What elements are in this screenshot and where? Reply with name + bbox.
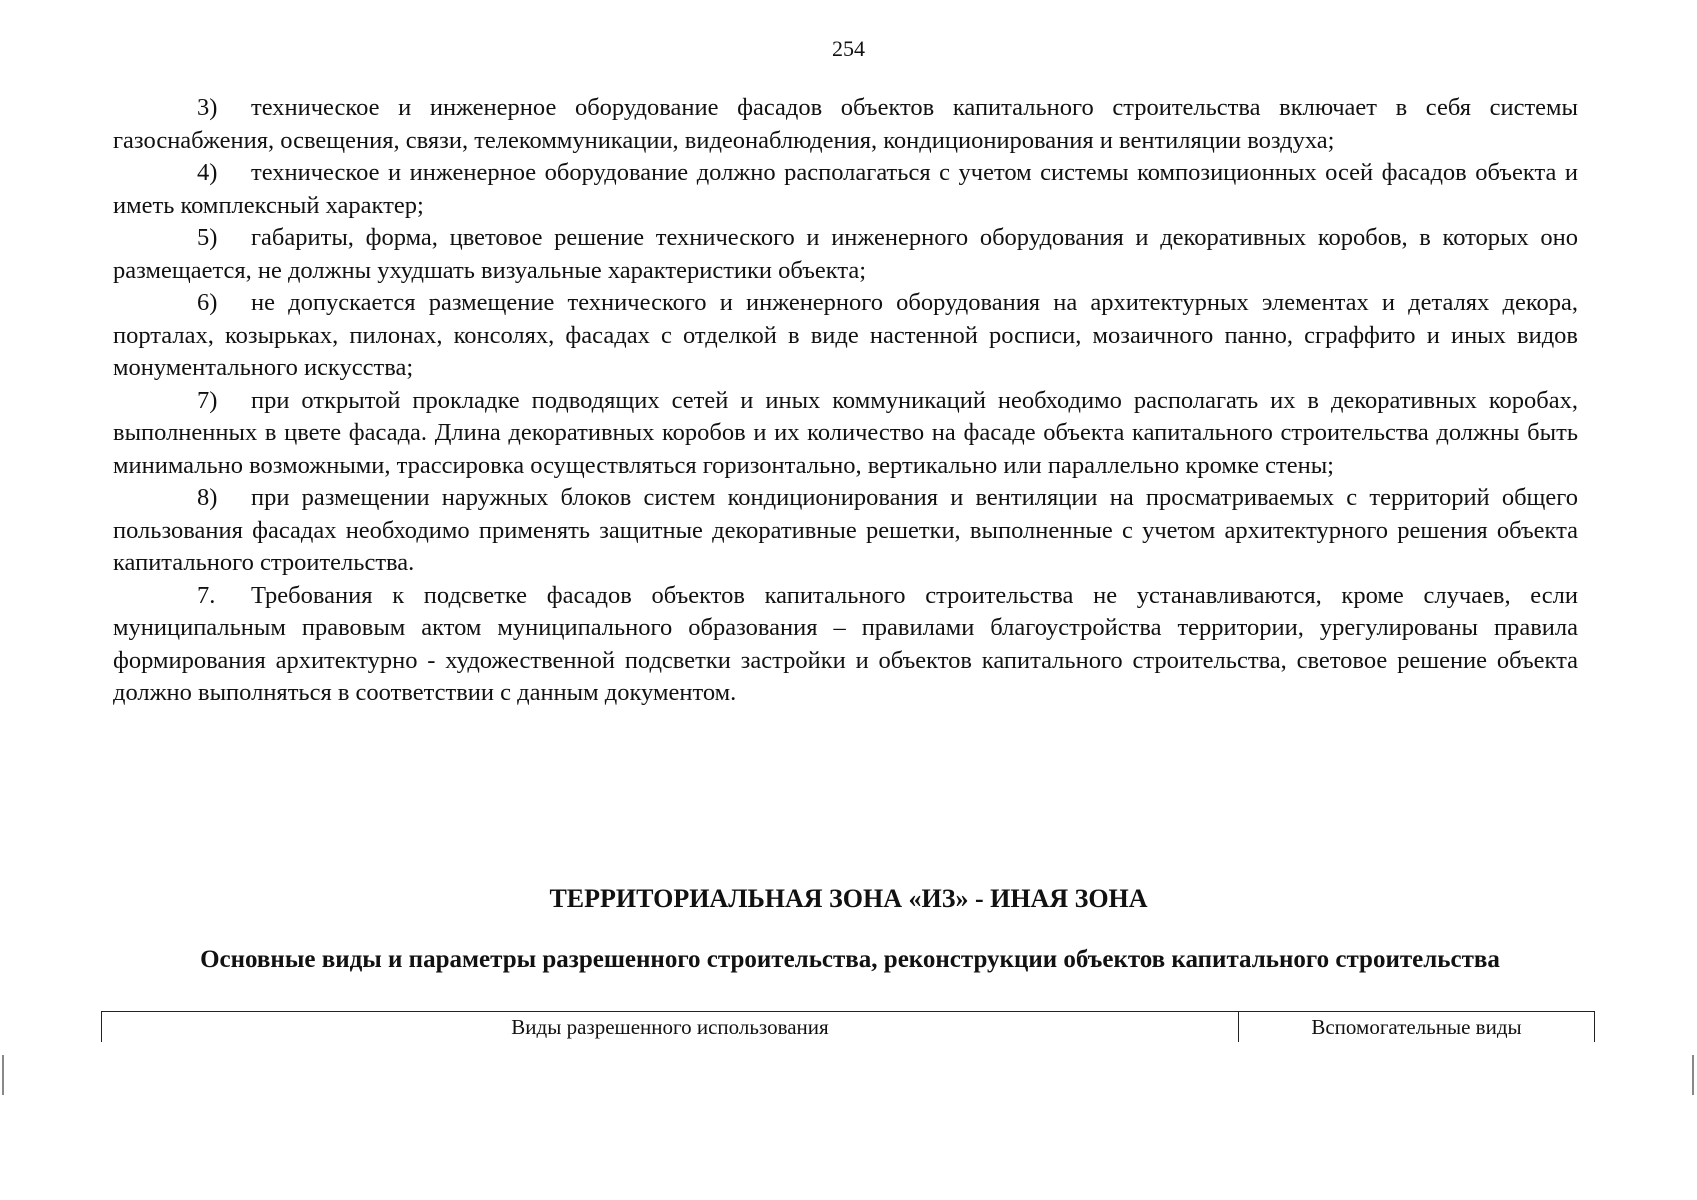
item-text: техническое и инженерное оборудование фасадов объектов капитального строительства включает в себя системы газоснабжения, освещения, связи, телекоммуникации, видеонаблюдения, кондиционирования и вентиляции воздуха;	[113, 94, 1578, 154]
numbered-paragraph	[113, 580, 1578, 710]
table-header-row	[101, 1011, 1595, 1040]
list-item	[113, 482, 1578, 580]
item-number: 4)	[197, 159, 218, 186]
list-item	[113, 385, 1578, 483]
list-item	[113, 287, 1578, 385]
item-number: 6)	[197, 289, 218, 316]
document-body	[113, 92, 1578, 710]
list-item	[113, 157, 1578, 222]
item-text: при открытой прокладке подводящих сетей и иных коммуникаций необходимо располагать их в декоративных коробах, выполненных в цвете фасада. Длина декоративных коробов и их количество на фасаде объекта капитального строительства должны быть минимально возможными, трассировка осуществляться горизонтально, вертикально или параллельно кромке стены;	[113, 386, 1578, 479]
paragraph-text: Требования к подсветке фасадов объектов капитального строительства не устанавливаются, кроме случаев, если муниципальным правовым актом муниципального образования – правилами благоустройства территории, урегулированы правила формирования архитектурно - художественной подсветки застройки и объектов капитального строительства, световое решение объекта должно выполняться в соответствии с данным документом.	[113, 581, 1578, 706]
list-item	[113, 222, 1578, 287]
zone-title: ТЕРРИТОРИАЛЬНАЯ ЗОНА «ИЗ» - ИНАЯ ЗОНА	[549, 884, 1148, 913]
table-header-cell-uses: Виды разрешенного использования	[101, 1012, 1238, 1042]
item-number: 7)	[197, 386, 218, 414]
item-text: габариты, форма, цветовое решение технического и инженерного оборудования и декоративных коробов, в которых оно размещается, не должны ухудшать визуальные характеристики объекта;	[113, 224, 1578, 284]
item-number: 8)	[197, 484, 218, 511]
scan-edge-mark	[1692, 1055, 1694, 1095]
item-number: 5)	[197, 224, 218, 251]
page-number: 254	[832, 36, 865, 61]
item-number: 3)	[197, 94, 218, 121]
scan-edge-mark	[2, 1055, 4, 1095]
list-item	[113, 92, 1578, 157]
item-text: не допускается размещение технического и инженерного оборудования на архитектурных элементах и деталях декора, порталах, козырьках, пилонах, консолях, фасадах с отделкой в виде настенной росписи, мозаичного панно, сграффито и иных видов монументального искусства;	[113, 289, 1578, 381]
section-title: Основные виды и параметры разрешенного строительства, реконструкции объектов капитального строительства	[200, 946, 1500, 973]
table-header-cell-auxiliary: Вспомогательные виды	[1238, 1012, 1595, 1042]
item-text: техническое и инженерное оборудование должно располагаться с учетом системы композиционных осей фасадов объекта и иметь комплексный характер;	[113, 159, 1578, 219]
item-text: при размещении наружных блоков систем кондиционирования и вентиляции на просматриваемых с территорий общего пользования фасадах необходимо применять защитные декоративные решетки, выполненные с учетом архитектурного решения объекта капитального строительства.	[113, 484, 1578, 576]
paragraph-number: 7.	[197, 581, 216, 609]
